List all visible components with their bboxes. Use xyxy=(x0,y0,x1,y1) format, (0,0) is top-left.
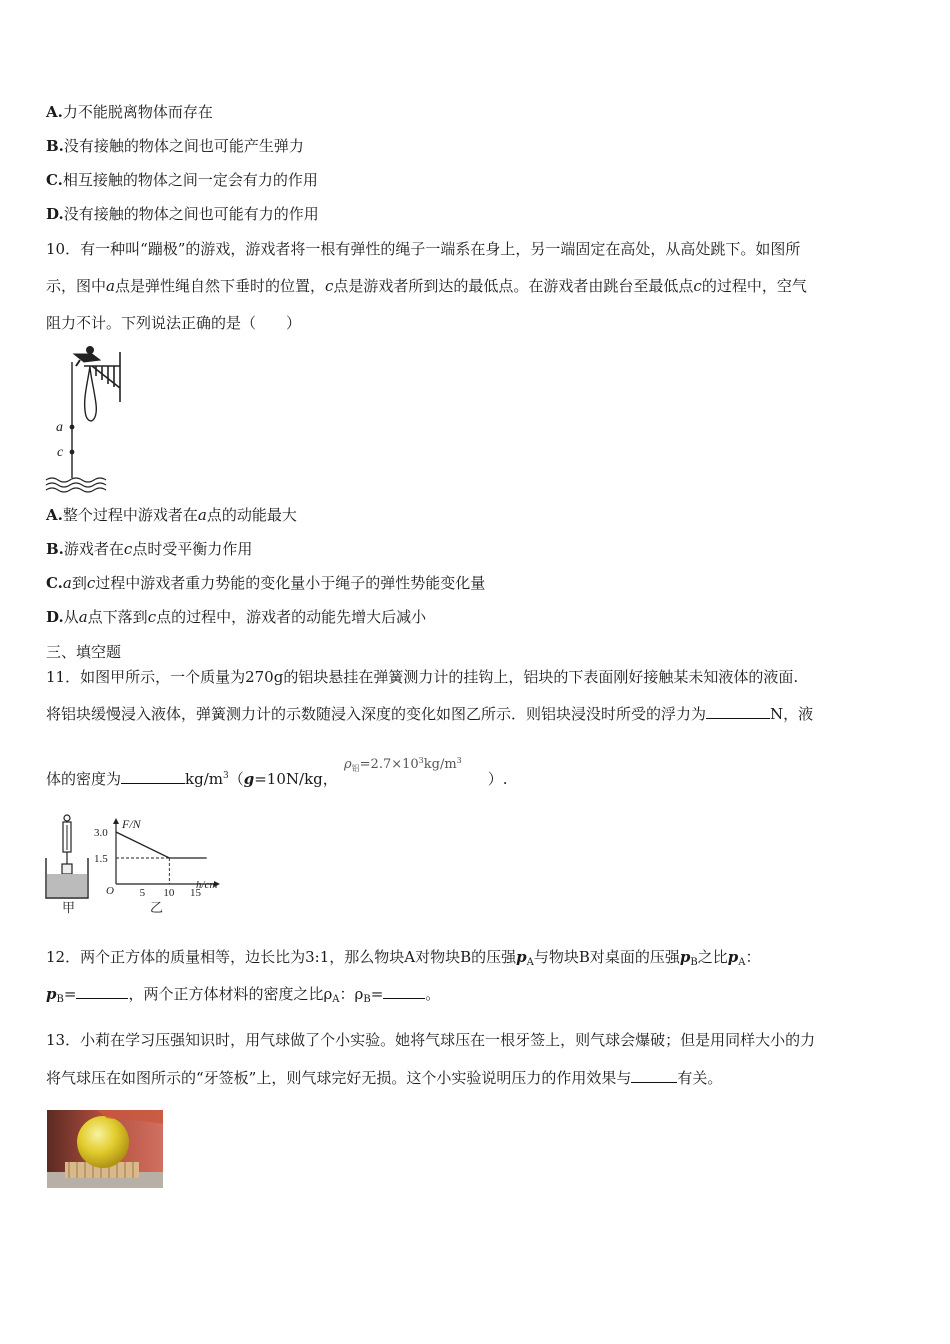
series-line-force xyxy=(116,832,207,858)
q11-stem-line-1 xyxy=(46,667,798,687)
rho-unit-exponent: 3 xyxy=(456,756,462,765)
q13-stem-line-2 xyxy=(46,1068,722,1088)
stem-text: 如图甲所示，一个质量为270g的铝块悬挂在弹簧测力计的挂钩上，铝块的下表面刚好接触某未知液体的液面. xyxy=(80,668,799,686)
point-c xyxy=(70,450,75,455)
origin-label: O xyxy=(106,885,114,897)
stem-text: 小莉在学习压强知识时，用气球做了个小实验。她将气球压在一根牙签上，则气球会爆破；但是用同样大小的力 xyxy=(80,1031,816,1049)
x-tick-label-10: 10 xyxy=(163,887,175,899)
label-c: c xyxy=(57,445,64,460)
stem-text: N，液 xyxy=(770,705,814,723)
option-label: A. xyxy=(46,506,63,524)
rho-symbol: ρ xyxy=(344,757,352,772)
scale-hook-ring xyxy=(64,815,70,821)
option-text: 整个过程中游戏者在 xyxy=(62,506,198,524)
stem-text: 的过程中，空气 xyxy=(701,277,807,295)
q9-option-b xyxy=(46,136,304,156)
y-axis-label: F/N xyxy=(122,817,141,831)
figure-yi-chart xyxy=(92,812,232,916)
q10-option-b xyxy=(46,539,252,559)
jumper xyxy=(74,347,100,367)
subscript-b: B xyxy=(363,994,371,1005)
option-label: D. xyxy=(46,205,64,223)
stem-text: = xyxy=(370,985,384,1003)
rho-value: =2.7×10 xyxy=(359,757,419,772)
q10-option-a xyxy=(46,505,297,525)
q10-stem-line-3 xyxy=(46,313,301,333)
balloon-photo xyxy=(47,1110,163,1188)
water-waves xyxy=(46,478,106,492)
stem-text: 将气球压在如图所示的“牙签板”上，则气球完好无损。这个小实验说明压力的作用效果与 xyxy=(46,1069,632,1087)
aluminum-block xyxy=(62,864,72,874)
option-label: B. xyxy=(46,540,64,558)
q11-stem-line-2 xyxy=(46,704,813,724)
balloon xyxy=(77,1116,129,1168)
var-p: p xyxy=(516,948,527,966)
x-tick-label-15: 15 xyxy=(190,887,201,899)
bungee-figure xyxy=(44,342,134,494)
var-c: c xyxy=(324,277,334,295)
subscript-b: B xyxy=(56,994,64,1005)
stem-text: 有一种叫“蹦极”的游戏，游戏者将一根有弹性的绳子一端系在身上，另一端固定在高处，从高处跳下。如图所 xyxy=(80,240,801,258)
stem-text: 两个正方体的质量相等，边长比为3:1，那么物块A对物块B的压强 xyxy=(80,948,517,966)
liquid xyxy=(47,874,87,897)
stem-text: 将铝块缓慢浸入液体，弹簧测力计的示数随浸入深度的变化如图乙所示．则铝块浸没时所受的浮力为 xyxy=(46,705,707,723)
density-formula xyxy=(344,756,462,774)
x-tick-label-5: 5 xyxy=(139,887,146,899)
q12-stem-line-2 xyxy=(46,984,440,1010)
option-text: 没有接触的物体之间也可能有力的作用 xyxy=(63,205,319,223)
var-p: p xyxy=(727,948,739,966)
option-text: 点的过程中，游戏者的动能先增大后减小 xyxy=(156,608,427,626)
x-axis-label: h/cm xyxy=(196,879,218,891)
answer-blank[interactable] xyxy=(706,704,770,719)
stem-text: 点是弹性绳自然下垂时的位置， xyxy=(114,277,325,295)
stem-text: 体的密度为 xyxy=(46,770,122,788)
q9-option-d xyxy=(46,204,319,224)
stem-text: = xyxy=(63,985,77,1003)
q10-option-c xyxy=(46,573,485,593)
subscript-a: A xyxy=(526,957,534,968)
question-number: 12． xyxy=(46,948,81,966)
subscript-b: B xyxy=(690,957,698,968)
var-g: g xyxy=(243,770,255,788)
var-a: a xyxy=(78,608,88,626)
subscript-a: A xyxy=(332,994,340,1005)
option-label: A. xyxy=(46,103,63,121)
stem-text: ）. xyxy=(487,770,508,788)
var-a: a xyxy=(197,506,207,524)
answer-blank[interactable] xyxy=(631,1068,677,1083)
q9-option-c xyxy=(46,170,318,190)
q10-stem-line-2 xyxy=(46,276,807,296)
option-text: 点的动能最大 xyxy=(206,506,297,524)
option-text: 过程中游戏者重力势能的变化量小于绳子的弹性势能变化量 xyxy=(95,574,486,592)
option-text: 到 xyxy=(71,574,87,592)
stem-text: =10N/kg， xyxy=(254,770,338,788)
stem-text: 点是游戏者所到达的最低点。在游戏者由跳台至最低点 xyxy=(333,277,694,295)
q10-stem-line-1 xyxy=(46,239,800,259)
stem-text: （ xyxy=(228,770,244,788)
q10-option-d xyxy=(46,607,426,627)
option-text: 从 xyxy=(63,608,79,626)
question-number: 11． xyxy=(46,668,81,686)
option-label: C. xyxy=(46,171,63,189)
option-text: 相互接触的物体之间一定会有力的作用 xyxy=(62,171,318,189)
option-label: C. xyxy=(46,574,63,592)
option-label: D. xyxy=(46,608,64,626)
q12-stem-line-1 xyxy=(46,947,760,973)
option-text: 点时受平衡力作用 xyxy=(132,540,253,558)
var-a: a xyxy=(106,277,115,295)
y-tick-label-1-5: 1.5 xyxy=(94,853,108,865)
var-p: p xyxy=(46,985,57,1003)
stem-text: ，两个正方体材料的密度之比ρ xyxy=(128,985,333,1003)
label-yi: 乙 xyxy=(150,900,164,915)
option-label: B. xyxy=(46,137,64,155)
point-a xyxy=(70,425,75,430)
stem-text: ： xyxy=(745,948,761,966)
option-text: 力不能脱离物体而存在 xyxy=(62,103,213,121)
q13-stem-line-1 xyxy=(46,1030,815,1050)
section-title: 三、填空题 xyxy=(46,643,122,661)
var-a: a xyxy=(62,574,72,592)
label-a: a xyxy=(56,420,63,435)
var-c: c xyxy=(693,277,702,295)
option-text: 游戏者在 xyxy=(63,540,124,558)
subscript-a: A xyxy=(738,957,746,968)
var-c: c xyxy=(123,540,133,558)
rho-subscript: 铝 xyxy=(351,764,360,773)
unit-text: kg/m xyxy=(185,770,223,788)
rho-exponent: 3 xyxy=(418,756,424,765)
answer-blank[interactable] xyxy=(383,984,425,999)
var-c: c xyxy=(86,574,96,592)
answer-blank[interactable] xyxy=(76,984,128,999)
answer-blank[interactable] xyxy=(121,769,185,784)
stem-text: 之比 xyxy=(697,948,728,966)
q9-option-a xyxy=(46,102,213,122)
var-p: p xyxy=(679,948,691,966)
stem-text: 有关。 xyxy=(677,1069,723,1087)
label-jia: 甲 xyxy=(62,900,76,915)
y-axis-arrow xyxy=(113,818,119,824)
figure-jia xyxy=(40,812,96,916)
rope-coil xyxy=(85,366,97,421)
var-c: c xyxy=(147,608,157,626)
stem-text: ：ρ xyxy=(339,985,364,1003)
rho-unit: kg/m xyxy=(423,757,457,772)
question-number: 13． xyxy=(46,1031,81,1049)
stem-text: 。 xyxy=(425,985,441,1003)
option-text: 没有接触的物体之间也可能产生弹力 xyxy=(63,137,304,155)
superscript: 3 xyxy=(222,771,229,781)
question-number: 10． xyxy=(46,240,81,258)
stem-text: 与物块B对桌面的压强 xyxy=(533,948,680,966)
stem-text: 阻力不计。下列说法正确的是（ ） xyxy=(46,314,302,332)
stem-text: 示，图中 xyxy=(46,277,107,295)
y-tick-label-3-0: 3.0 xyxy=(94,827,108,839)
option-text: 点下落到 xyxy=(87,608,148,626)
